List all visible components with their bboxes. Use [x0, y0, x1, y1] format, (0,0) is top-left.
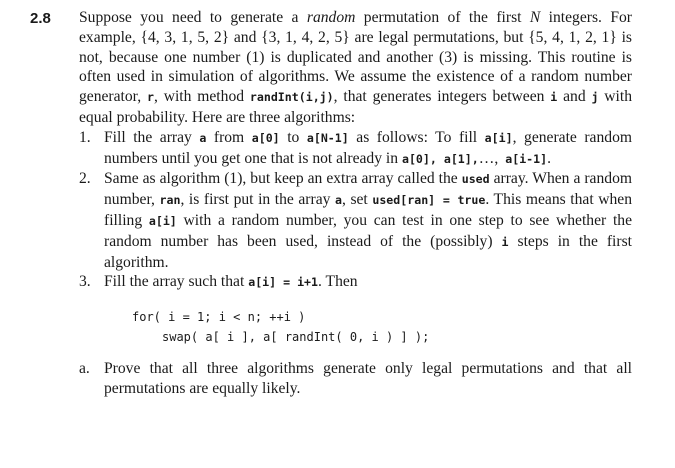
question-text: Prove that all three algorithms generate only legal permutations and that all permutations are equally likely. — [104, 360, 632, 397]
algorithm-number: 2. — [79, 170, 91, 188]
algorithm-text: steps in the first algorithm. — [104, 232, 632, 271]
algorithm-code: ran — [159, 193, 181, 208]
code-line-swap: swap( a[ i ], a[ randInt( 0, i ) ] ); — [162, 330, 430, 345]
intro-text: , with method — [153, 88, 250, 106]
algorithm-text: . This means that when filling — [104, 191, 632, 229]
algorithm-text: array. When a random number, — [104, 170, 632, 209]
algorithm-code: used — [461, 172, 490, 187]
code-line-for: for( i = 1; i < n; ++i ) — [132, 310, 306, 325]
algorithm-text: . — [547, 149, 552, 167]
algorithm-text: , generate random numbers until you get one that is not already in — [104, 128, 632, 167]
algorithm-text: Same as algorithm (1), but keep an extra array called the — [104, 170, 462, 188]
algorithm-code: a[0] — [251, 130, 280, 145]
algorithm-text: as follows: To fill — [348, 128, 485, 146]
algorithm-text: from — [206, 128, 252, 146]
algorithm-text: …, — [478, 149, 499, 167]
intro-emphasis-random: random — [306, 9, 356, 26]
algorithm-text: Fill the array — [104, 128, 200, 146]
intro-text: and — [557, 88, 592, 106]
intro-text: Suppose you need to generate a — [79, 9, 307, 26]
algorithm-code: used[ran] = true — [372, 193, 486, 208]
exercise-intro — [79, 8, 632, 128]
code-r: r — [146, 90, 154, 105]
algorithm-item-1 — [79, 128, 632, 170]
algorithm-text: to — [279, 128, 307, 146]
intro-text: permutation of the first — [355, 9, 530, 26]
algorithm-code: a[0], a[1], — [401, 151, 479, 166]
code-block — [132, 307, 632, 347]
algorithm-code: a — [199, 130, 207, 145]
code-i: i — [550, 90, 558, 105]
algorithm-code: a[i-1] — [498, 151, 548, 166]
exercise-body — [79, 8, 632, 399]
intro-text: with equal probability. Here are three algorithms: — [79, 88, 633, 126]
algorithm-code: a[i] = i+1 — [248, 275, 319, 290]
question-label: a. — [79, 360, 90, 378]
algorithm-text: Fill the array such that — [104, 273, 249, 291]
algorithm-number: 1. — [79, 128, 91, 146]
algorithm-text: , is first put in the array — [180, 191, 335, 209]
intro-text: integers. For example, {4, 3, 1, 5, 2} and {3, 1, 4, 2, 5} are legal permutations, but {5, 4, 1, 2, 1} is not, because one number (1) is duplicated and another (3) is missing. This routine is often used in simulation of algorithms. We assume the existence of a random number generator, — [79, 9, 632, 106]
code-j: j — [591, 90, 599, 105]
algorithm-item-2 — [79, 169, 632, 272]
algorithm-text: , set — [341, 191, 373, 209]
exercise-number: 2.8 — [30, 10, 51, 27]
algorithm-code: a[i] — [484, 130, 513, 145]
intro-emphasis-n: N — [529, 9, 541, 26]
algorithm-code: i — [501, 234, 509, 249]
code-randint: randInt(i,j) — [249, 90, 334, 105]
algorithm-text: with a random number, you can test in one step to see whether the random number has been used, instead of the (possibly) — [104, 211, 633, 250]
algorithm-item-3 — [79, 272, 632, 293]
intro-text: , that generates integers between — [333, 88, 551, 106]
algorithm-text: . Then — [318, 273, 358, 291]
algorithm-code: a — [334, 193, 342, 208]
algorithm-number: 3. — [79, 273, 91, 291]
algorithm-code: a[i] — [148, 213, 177, 228]
algorithm-code: a[N-1] — [306, 130, 349, 145]
question-a — [79, 359, 632, 399]
algorithm-list — [79, 128, 632, 293]
